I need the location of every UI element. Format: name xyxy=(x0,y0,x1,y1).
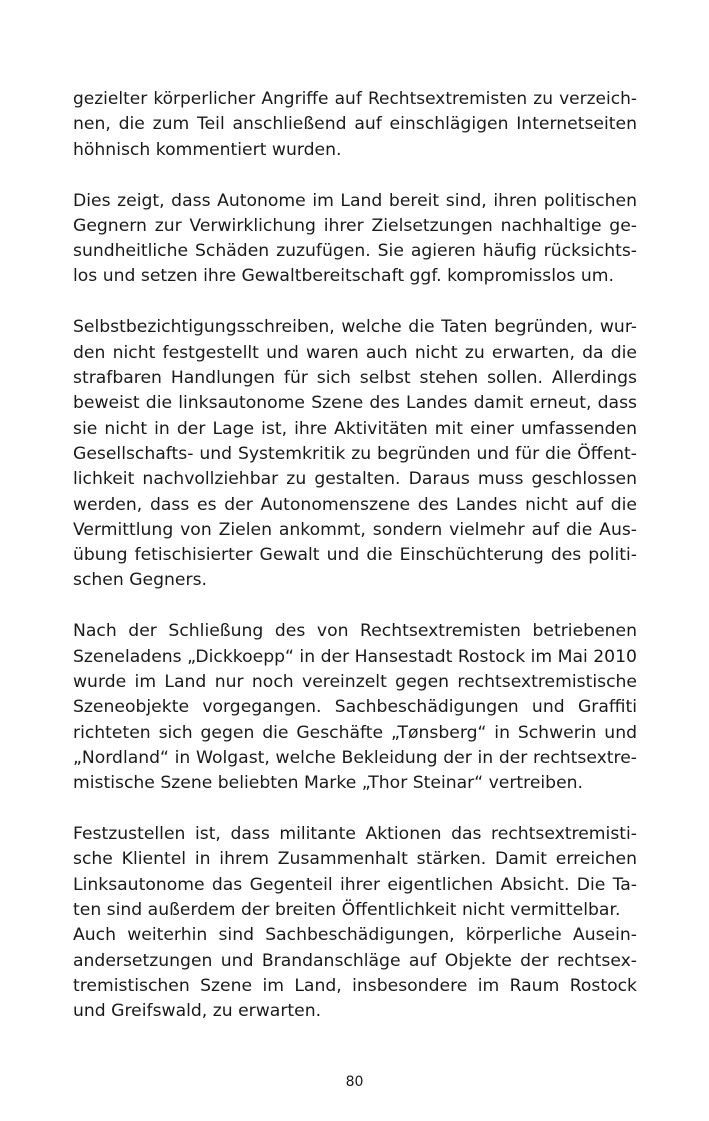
text-line: Dies zeigt, dass Autonome im Land bereit sind, ihren politischen xyxy=(73,190,637,211)
paragraph-4 xyxy=(73,619,637,796)
paragraph-1 xyxy=(73,87,637,163)
text-line: den nicht festgestellt und waren auch nicht zu erwarten, da die xyxy=(73,342,637,363)
text-line: richteten sich gegen die Geschäfte „Tønsberg“ in Schwerin und xyxy=(73,722,637,743)
text-line: beweist die linksautonome Szene des Landes damit erneut, dass xyxy=(73,393,637,414)
text-line: sundheitliche Schäden zuzufügen. Sie agieren häufig rücksichts- xyxy=(73,241,637,262)
text-line: Linksautonome das Gegenteil ihrer eigentlichen Absicht. Die Ta- xyxy=(73,874,637,895)
text-line: Festzustellen ist, dass militante Aktionen das rechtsextremisti- xyxy=(73,824,637,845)
text-line: strafbaren Handlungen für sich selbst stehen sollen. Allerdings xyxy=(73,368,637,389)
text-line: „Nordland“ in Wolgast, welche Bekleidung der in der rechtsextre- xyxy=(73,747,637,768)
text-line: wurde im Land nur noch vereinzelt gegen rechtsextremistische xyxy=(73,672,637,692)
text-line: Szeneobjekte vorgegangen. Sachbeschädigungen und Graffiti xyxy=(73,697,637,718)
text-line: Vermittlung von Zielen ankommt, sondern vielmehr auf die Aus- xyxy=(73,519,637,540)
text-line: Auch weiterhin sind Sachbeschädigungen, körperliche Ausein- xyxy=(73,925,637,946)
text-line: Gegnern zur Verwirklichung ihrer Zielsetzungen nachhaltige ge- xyxy=(73,215,637,236)
text-line: andersetzungen und Brandanschläge auf Objekte der rechtsex- xyxy=(73,950,637,971)
text-line: übung fetischisierter Gewalt und die Einschüchterung des politi- xyxy=(73,545,637,566)
text-line: gezielter körperlicher Angriffe auf Rechtsextremisten zu verzeich- xyxy=(73,89,637,109)
text-line: sche Klientel in ihrem Zusammenhalt stärken. Damit erreichen xyxy=(73,849,637,870)
text-line: mistische Szene beliebten Marke „Thor Steinar“ vertreiben. xyxy=(73,773,584,794)
text-line: Szeneladens „Dickkoepp“ in der Hansestadt Rostock im Mai 2010 xyxy=(73,646,637,667)
paragraph-5 xyxy=(73,822,637,1024)
text-line: tremistischen Szene im Land, insbesondere im Raum Rostock xyxy=(73,975,637,996)
text-line: schen Gegners. xyxy=(73,570,207,591)
text-line: lichkeit nachvollziehbar zu gestalten. Daraus muss geschlossen xyxy=(73,469,637,490)
text-line: sie nicht in der Lage ist, ihre Aktivitäten mit einer umfassenden xyxy=(73,418,637,439)
text-line: und Greifswald, zu erwarten. xyxy=(73,1001,322,1022)
text-line: Gesellschafts- und Systemkritik zu begründen und für die Öffent- xyxy=(73,443,637,464)
paragraph-2 xyxy=(73,189,637,290)
text-line: höhnisch kommentiert wurden. xyxy=(73,139,342,160)
paragraph-3 xyxy=(73,315,637,593)
text-line: Selbstbezichtigungsschreiben, welche die Taten begründen, wur- xyxy=(73,317,637,338)
text-line: ten sind außerdem der breiten Öffentlichkeit nicht vermittelbar. xyxy=(73,900,621,921)
text-line: Nach der Schließung des von Rechtsextremisten betriebenen xyxy=(73,621,637,642)
text-line: los und setzen ihre Gewaltbereitschaft ggf. kompromisslos um. xyxy=(73,266,615,287)
page-number: 80 xyxy=(345,1074,364,1090)
text-line: nen, die zum Teil anschließend auf einschlägigen Internetseiten xyxy=(73,114,637,135)
page-body xyxy=(73,87,637,1050)
text-line: werden, dass es der Autonomenszene des Landes nicht auf die xyxy=(73,494,637,515)
